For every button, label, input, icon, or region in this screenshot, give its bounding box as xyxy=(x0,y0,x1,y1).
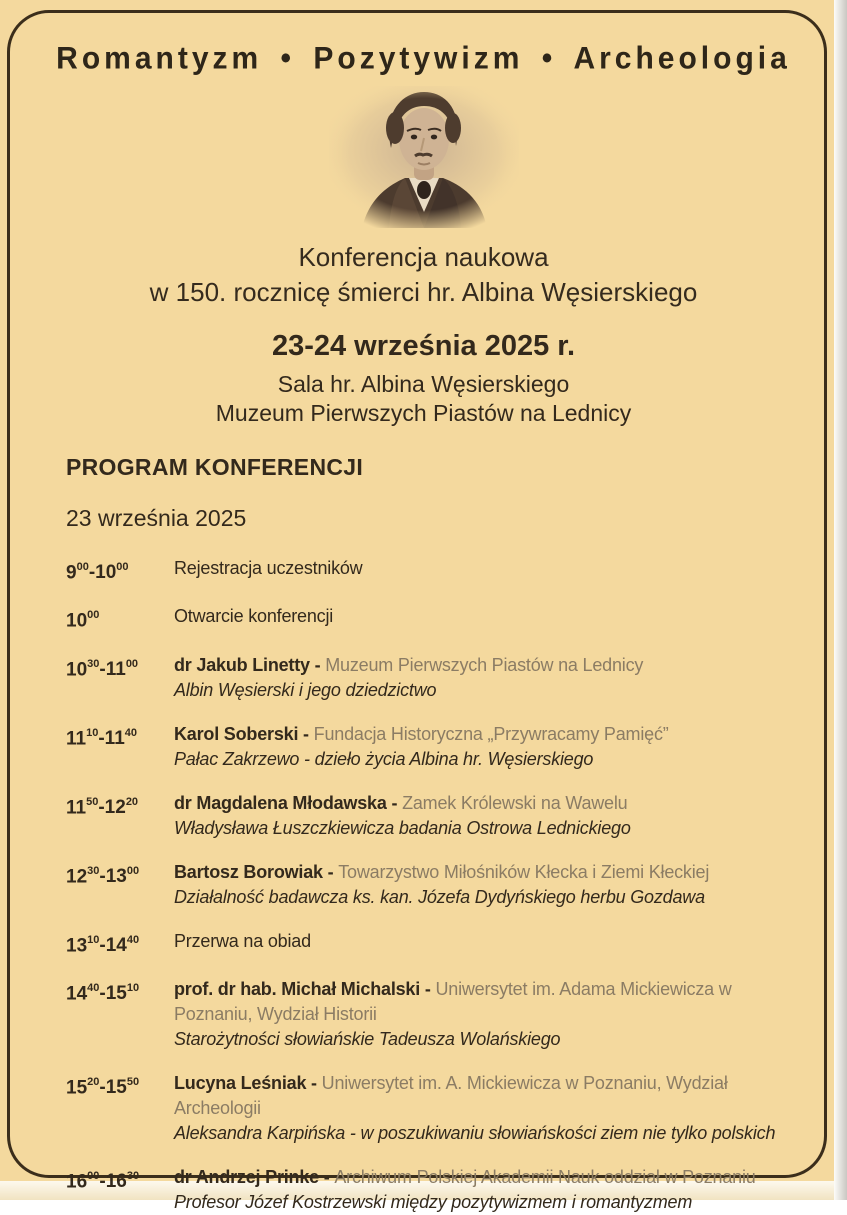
speaker-line xyxy=(174,1165,793,1190)
speaker-name: dr Magdalena Młodawska - xyxy=(174,792,403,813)
time-end-hour: 16 xyxy=(105,1171,127,1193)
schedule-entry xyxy=(174,1071,797,1146)
talk-title: Albin Węsierski i jego dziedzictwo xyxy=(174,679,437,700)
time-start-hour: 11 xyxy=(66,727,87,749)
time-range xyxy=(66,929,174,958)
time-end-hour: 15 xyxy=(105,983,127,1005)
schedule-entry xyxy=(174,977,797,1052)
schedule-row xyxy=(66,860,797,910)
time-start-hour: 16 xyxy=(66,1171,88,1193)
time-dash: - xyxy=(98,727,105,749)
schedule-entry xyxy=(174,860,797,910)
time-start-min: 30 xyxy=(87,657,100,670)
time-start-hour: 9 xyxy=(66,562,77,584)
time-start-min: 20 xyxy=(87,1075,100,1088)
time-end xyxy=(99,866,139,887)
schedule-row xyxy=(66,604,797,633)
time-range xyxy=(66,653,174,682)
time-range xyxy=(66,977,174,1006)
speaker-name: Lucyna Leśniak - xyxy=(174,1072,322,1093)
session-label: Otwarcie konferencji xyxy=(174,606,334,627)
time-end-hour: 14 xyxy=(105,934,127,956)
time-end-min: 00 xyxy=(126,864,140,877)
speaker-line xyxy=(174,1071,793,1121)
time-start-hour: 15 xyxy=(66,1077,88,1099)
time-end-hour: 15 xyxy=(105,1077,127,1099)
time-range xyxy=(66,860,174,889)
schedule-entry xyxy=(174,791,797,841)
conference-date: 23-24 września 2025 r. xyxy=(271,330,576,362)
time-end-hour: 11 xyxy=(104,727,125,749)
time-end-hour: 12 xyxy=(104,796,126,818)
speaker-name: dr Andrzej Prinke - xyxy=(174,1166,335,1187)
time-range xyxy=(66,556,174,585)
time-start-min: 00 xyxy=(87,1169,100,1182)
venue-block xyxy=(40,370,807,428)
speaker-line xyxy=(174,653,793,678)
venue-hall: Sala hr. Albina Węsierskiego xyxy=(277,371,570,397)
time-end xyxy=(99,983,139,1004)
time-end-hour: 13 xyxy=(105,865,127,887)
program-heading: PROGRAM KONFERENCJI xyxy=(66,454,364,480)
schedule-list xyxy=(66,556,797,1215)
time-end-min: 00 xyxy=(125,657,139,670)
speaker-line xyxy=(174,722,793,747)
schedule-row xyxy=(66,556,797,585)
time-start-min: 10 xyxy=(86,726,99,739)
speaker-line xyxy=(174,791,793,816)
talk-title: Pałac Zakrzewo - dzieło życia Albina hr. Węsierskiego xyxy=(174,748,594,769)
time-start-hour: 13 xyxy=(66,934,88,956)
schedule-row xyxy=(66,929,797,958)
schedule-entry xyxy=(174,653,797,703)
time-end xyxy=(89,562,129,583)
time-dash: - xyxy=(98,796,105,818)
speaker-name: Karol Soberski - xyxy=(174,723,314,744)
speaker-affiliation: Uniwersytet im. A. Mickiewicza w Poznaniu, Wydział Archeologii xyxy=(174,1072,728,1118)
speaker-affiliation: Muzeum Pierwszych Piastów na Lednicy xyxy=(325,654,644,675)
time-start-min: 00 xyxy=(76,561,89,573)
time-end-min: 40 xyxy=(124,726,138,739)
portrait-illustration xyxy=(329,86,519,228)
time-end xyxy=(99,1171,139,1192)
time-start-min: 30 xyxy=(87,864,100,877)
portrait-photo xyxy=(329,86,519,228)
schedule-row xyxy=(66,653,797,703)
time-end-hour: 10 xyxy=(95,562,117,584)
time-start-hour: 12 xyxy=(66,865,88,887)
conference-title-line1: Konferencja naukowa xyxy=(298,242,549,272)
schedule-row xyxy=(66,1165,797,1215)
schedule-entry xyxy=(174,929,797,954)
time-range xyxy=(66,1165,174,1194)
session-label: Rejestracja uczestników xyxy=(174,558,363,578)
time-range xyxy=(66,604,174,633)
time-start-hour: 10 xyxy=(66,658,88,680)
time-end xyxy=(99,1077,139,1098)
time-dash: - xyxy=(99,983,106,1005)
time-start-hour: 14 xyxy=(66,983,88,1005)
time-start-min: 10 xyxy=(87,933,100,946)
schedule-row xyxy=(66,722,797,772)
speaker-affiliation: Towarzystwo Miłośników Kłecka i Ziemi Kłeckiej xyxy=(338,861,710,882)
talk-title: Władysława Łuszczkiewicza badania Ostrowa Lednickiego xyxy=(174,817,631,838)
talk-title: Profesor Józef Kostrzewski między pozytywizmem i romantyzmem xyxy=(174,1191,693,1212)
schedule-row xyxy=(66,791,797,841)
time-range xyxy=(66,722,174,751)
venue-museum: Muzeum Pierwszych Piastów na Lednicy xyxy=(215,400,632,426)
speaker-affiliation: Zamek Królewski na Wawelu xyxy=(402,792,628,813)
time-end-min: 10 xyxy=(126,981,140,994)
time-end xyxy=(99,935,139,956)
conference-title xyxy=(40,240,807,310)
speaker-affiliation: Archiwum Polskiej Akademii Nauk oddział w Poznaniu xyxy=(334,1166,756,1187)
speaker-name: prof. dr hab. Michał Michalski - xyxy=(174,978,436,999)
speaker-name: Bartosz Borowiak - xyxy=(174,861,339,882)
schedule-entry xyxy=(174,604,797,629)
session-label: Przerwa na obiad xyxy=(174,930,311,951)
schedule-row xyxy=(66,977,797,1052)
time-dash: - xyxy=(99,934,106,956)
time-dash: - xyxy=(99,865,106,887)
time-start-min: 00 xyxy=(87,609,100,622)
time-start-min: 40 xyxy=(87,981,100,994)
speaker-line xyxy=(174,977,793,1027)
day-heading: 23 września 2025 xyxy=(66,505,247,531)
time-dash: - xyxy=(99,1077,106,1099)
time-end-hour: 11 xyxy=(105,658,126,680)
time-dash: - xyxy=(88,562,96,584)
talk-title: Działalność badawcza ks. kan. Józefa Dydyńskiego herbu Gozdawa xyxy=(174,886,705,907)
time-range xyxy=(66,1071,174,1100)
speaker-name: dr Jakub Linetty - xyxy=(174,654,326,675)
schedule-entry xyxy=(174,1165,797,1215)
time-start-min: 50 xyxy=(86,795,99,808)
talk-title: Starożytności słowiańskie Tadeusza Wolańskiego xyxy=(174,1028,561,1049)
schedule-entry xyxy=(174,722,797,772)
time-dash: - xyxy=(99,658,106,680)
speaker-line xyxy=(174,860,793,885)
time-end-min: 50 xyxy=(126,1075,140,1088)
time-dash: - xyxy=(99,1171,106,1193)
time-end-min: 00 xyxy=(116,561,129,573)
time-start-hour: 10 xyxy=(66,610,88,632)
talk-title: Aleksandra Karpińska - w poszukiwaniu słowiańskości ziem nie tylko polskich xyxy=(174,1122,776,1143)
time-end-min: 40 xyxy=(126,933,140,946)
masthead-title: Romantyzm • Pozytywizm • Archeologia xyxy=(56,41,791,76)
time-end xyxy=(99,659,138,680)
conference-title-line2: w 150. rocznicę śmierci hr. Albina Węsierskiego xyxy=(149,277,698,307)
time-end xyxy=(98,797,138,818)
time-end-min: 20 xyxy=(125,795,139,808)
speaker-affiliation: Fundacja Historyczna „Przywracamy Pamięć” xyxy=(313,723,669,744)
time-start-hour: 11 xyxy=(66,796,87,818)
speaker-affiliation: Uniwersytet im. Adama Mickiewicza w Poznaniu, Wydział Historii xyxy=(174,978,732,1024)
time-range xyxy=(66,791,174,820)
time-end xyxy=(98,728,137,749)
time-end-min: 30 xyxy=(126,1169,140,1182)
schedule-entry xyxy=(174,556,797,581)
schedule-row xyxy=(66,1071,797,1146)
